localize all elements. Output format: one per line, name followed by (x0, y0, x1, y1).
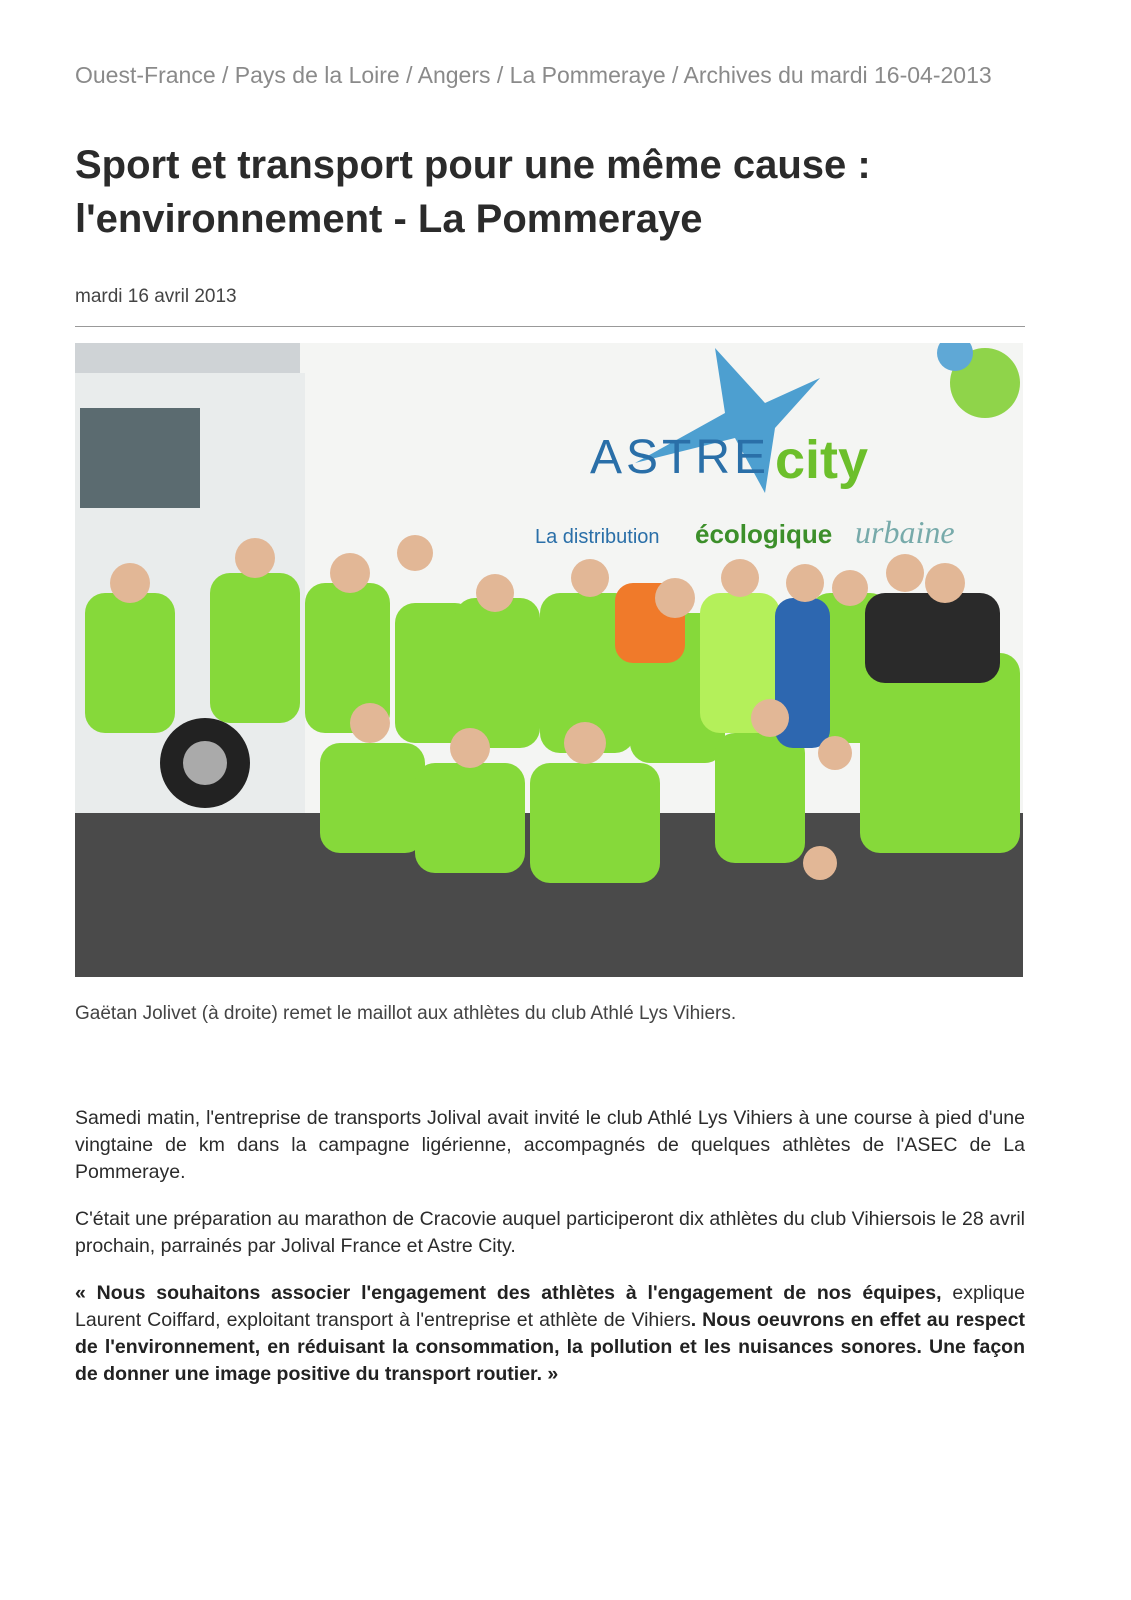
breadcrumb-separator: / (665, 62, 684, 88)
photo-caption: Gaëtan Jolivet (à droite) remet le maillot aux athlètes du club Athlé Lys Vihiers. (75, 1003, 737, 1024)
svg-text:ASTRE: ASTRE (590, 431, 771, 484)
svg-text:écologique: écologique (695, 519, 833, 549)
breadcrumb-separator: / (399, 62, 418, 88)
breadcrumb-item[interactable]: Angers (417, 62, 491, 88)
quote-attribution: explique Laurent Coiffard, exploitant transport à l'entreprise et athlète de Vihiers (75, 1282, 1025, 1331)
breadcrumb-separator: / (215, 62, 235, 88)
breadcrumb-item[interactable]: Ouest-France (75, 62, 216, 88)
breadcrumb-separator: / (490, 62, 510, 88)
svg-text:urbaine: urbaine (855, 514, 955, 550)
svg-text:La distribution: La distribution (535, 526, 660, 548)
paragraph: C'était une préparation au marathon de Cracovie auquel participeront dix athlètes du club Vihiersois le 28 avril prochain, parrainés par Jolival France et Astre City. (75, 1208, 1025, 1257)
article-title: Sport et transport pour une même cause : l'environnement - La Pommeraye (75, 143, 871, 241)
quote-bold: « Nous souhaitons associer l'engagement des athlètes à l'engagement de nos équipes, (75, 1282, 942, 1304)
quote-paragraph (75, 1280, 1025, 1388)
article (75, 60, 1025, 1408)
paragraph: Samedi matin, l'entreprise de transports Jolival avait invité le club Athlé Lys Vihiers à une course à pied d'une vingtaine de km dans la campagne ligérienne, accompagnés de quelques athlètes de l'ASEC de La Pommeraye. (75, 1107, 1025, 1183)
breadcrumb-item[interactable]: La Pommeraye (509, 62, 666, 88)
breadcrumb-item[interactable]: Pays de la Loire (234, 62, 400, 88)
article-body (75, 1105, 1025, 1388)
breadcrumb-archive: Archives du mardi 16-04-2013 (683, 62, 992, 88)
svg-text:city: city (775, 430, 869, 490)
quote-bold: . Nous oeuvrons en effet au respect de l'environnement, en réduisant la consommation, la pollution et les nuisances sonores. Une façon de donner une image positive du transport routier. » (75, 1309, 1025, 1385)
breadcrumb (75, 60, 1025, 90)
article-photo (75, 343, 1023, 977)
divider (75, 326, 1025, 327)
article-date: mardi 16 avril 2013 (75, 286, 237, 307)
